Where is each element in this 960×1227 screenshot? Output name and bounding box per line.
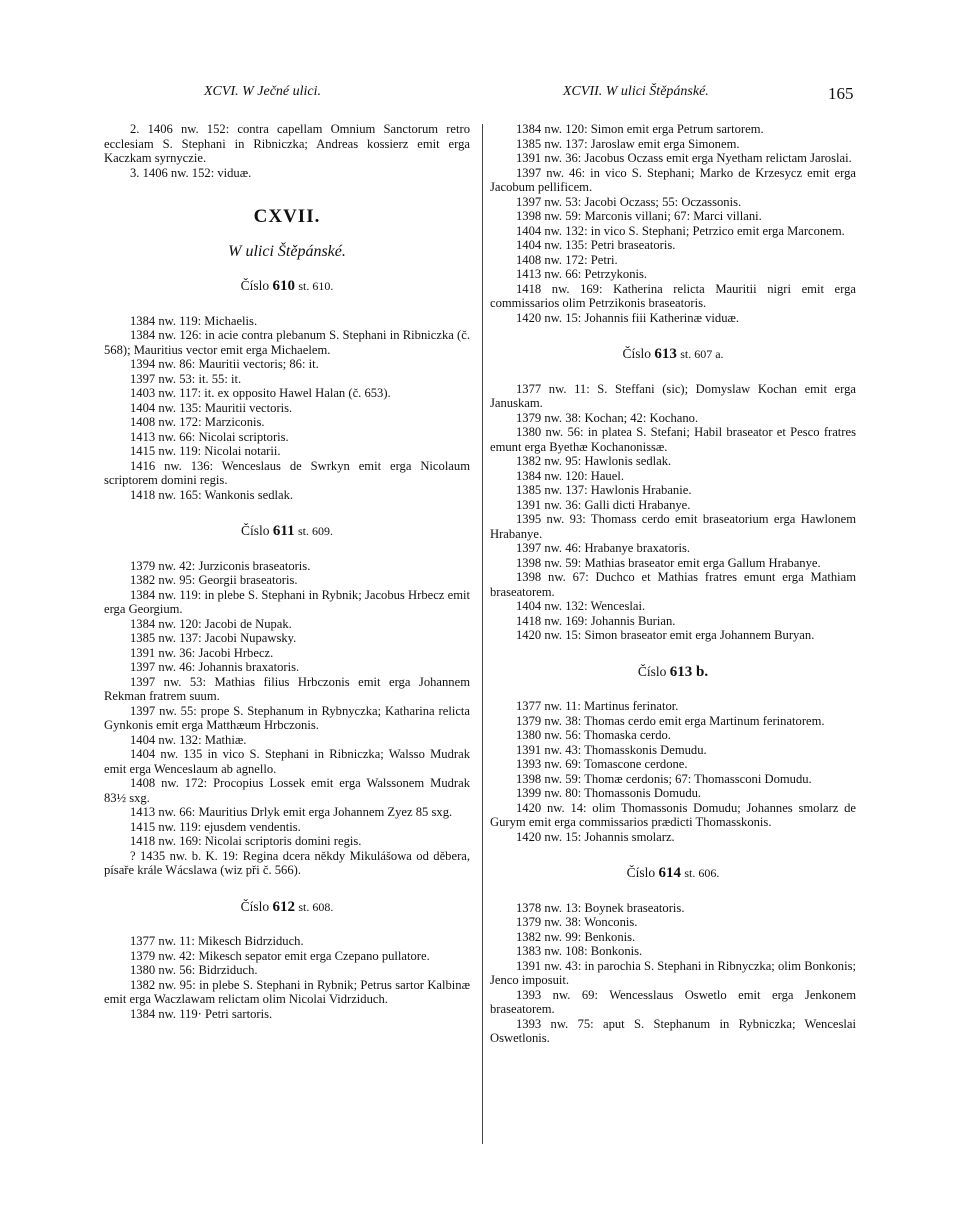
entry: 1397 nw. 53: Mathias filius Hrbczonis emit erga Johannem Rekman fratrem suum. [104, 674, 470, 703]
left-blocks [104, 279, 470, 1021]
right-blocks [490, 347, 856, 1046]
entry: 1418 nw. 169: Johannis Burian. [516, 613, 676, 628]
house-number-heading [490, 866, 856, 881]
house-number-heading [490, 347, 856, 362]
house-number: 610 [272, 278, 295, 294]
entry: 1420 nw. 15: Johannis smolarz. [516, 829, 675, 844]
entry: 1379 nw. 38: Thomas cerdo emit erga Martinum ferinatorem. [516, 713, 825, 728]
house-number-heading [104, 900, 470, 915]
entry: 1399 nw. 80: Thomassonis Domudu. [516, 786, 702, 800]
entry: 1418 nw. 169: Nicolai scriptoris domini regis. [130, 834, 362, 848]
entry: 1379 nw. 38: Kochan; 42: Kochano. [516, 410, 699, 425]
house-label: Číslo [240, 278, 270, 293]
continuation-entries [490, 122, 856, 325]
house-label: Číslo [637, 663, 667, 679]
entry: 1382 nw. 99: Benkonis. [516, 929, 636, 944]
entry: 1397 nw. 46: Johannis braxatoris. [130, 660, 300, 674]
entry: 1395 nw. 93: Thomass cerdo emit braseatorium erga Hawlonem Hrabanye. [490, 512, 856, 541]
entry: 1383 nw. 108: Bonkonis. [516, 944, 643, 958]
entry: ? 1435 nw. b. K. 19: Regina dcera někdy Mikulášowa od děbera, písaře krále Wácslawa (wiz při č. 566). [104, 848, 470, 877]
entry: 1391 nw. 36: Jacobi Hrbecz. [130, 645, 274, 660]
entry: 1397 nw. 46: Hrabanye braxatoris. [516, 541, 691, 555]
entry: 1382 nw. 95: Hawlonis sedlak. [516, 454, 672, 468]
entry: 1384 nw. 120: Jacobi de Nupak. [130, 616, 292, 631]
entry: 1382 nw. 95: in plebe S. Stephani in Rybnik; Petrus sartor Kalbinæ emit erga Waczlawam relictam olim Nicolai Vidrziduch. [104, 977, 470, 1006]
entry: 1397 nw. 55: prope S. Stephanum in Rybnyczka; Katharina relicta Gynkonis emit erga Matthæum Hrbczonis. [104, 703, 470, 732]
entry: 1385 nw. 137: Hawlonis Hrabanie. [516, 483, 692, 497]
intro-entries [104, 122, 470, 180]
entry: 1377 nw. 11: S. Steffani (sic); Domyslaw Kochan emit erga Januskam. [490, 381, 856, 410]
entry: 1416 nw. 136: Wenceslaus de Swrkyn emit erga Nicolaum scriptorem domini regis. [104, 458, 470, 487]
entry: 1413 nw. 66: Petrzykonis. [516, 267, 648, 281]
entry: 1384 nw. 119: Michaelis. [130, 313, 258, 328]
house-label: Číslo [626, 865, 656, 880]
house-number-heading [490, 665, 856, 680]
entry: 1378 nw. 13: Boynek braseatoris. [516, 900, 685, 915]
entry: 1391 nw. 43: Thomasskonis Demudu. [516, 742, 707, 757]
entry: 1415 nw. 119: Nicolai notarii. [130, 444, 281, 458]
entry: 1379 nw. 42: Mikesch sepator emit erga Czepano pullatore. [130, 948, 430, 963]
entry: 1380 nw. 56: Thomaska cerdo. [516, 728, 671, 742]
entry: 1404 nw. 132: in vico S. Stephani; Petrzico emit erga Marconem. [516, 223, 845, 238]
entry: 1404 nw. 132: Mathiæ. [130, 732, 247, 747]
old-number: st. 608. [298, 899, 334, 914]
entry: 1418 nw. 165: Wankonis sedlak. [130, 487, 294, 502]
section-number: CXVII. [253, 206, 321, 227]
entry: 1384 nw. 119: in plebe S. Stephani in Rybnik; Jacobus Hrbecz emit erga Georgium. [104, 587, 470, 616]
old-number: st. 607 a. [680, 347, 724, 361]
entry: 1382 nw. 95: Georgii braseatoris. [130, 573, 298, 587]
entry: 1404 nw. 135: Petri braseatoris. [516, 238, 676, 252]
column-divider [482, 124, 483, 1144]
entry: 1397 nw. 53: Jacobi Oczass; 55: Oczassonis. [516, 194, 742, 209]
entry: 1377 nw. 11: Martinus ferinator. [516, 699, 679, 713]
old-number: st. 610. [298, 279, 334, 293]
entry: 1385 nw. 137: Jacobi Nupawsky. [130, 631, 297, 645]
entry: 1420 nw. 14: olim Thomassonis Domudu; Johannes smolarz de Gurym emit erga commissarios prædicti Thomasskonis. [490, 800, 856, 829]
entry: 1404 nw. 135 in vico S. Stephani in Ribniczka; Walsso Mudrak emit erga Wenceslaum ab agnello. [104, 747, 470, 776]
entry: 1404 nw. 132: Wenceslai. [516, 599, 646, 613]
entry: 1384 nw. 120: Hauel. [516, 468, 624, 483]
entry: 1398 nw. 67: Duchco et Mathias fratres emunt erga Mathiam braseatorem. [490, 570, 856, 599]
entry: 1420 nw. 15: Simon braseator emit erga Johannem Buryan. [516, 628, 815, 642]
entry: 1393 nw. 69: Wencesslaus Oswetlo emit erga Jenkonem braseatorem. [490, 987, 856, 1016]
house-label: Číslo [622, 346, 651, 361]
house-number: 612 [272, 898, 295, 915]
entry: 1397 nw. 53: it. 55: it. [130, 371, 242, 386]
house-number: 613 [654, 346, 677, 362]
right-column [490, 122, 856, 1046]
entry: 1393 nw. 75: aput S. Stephanum in Rybniczka; Wenceslai Oswetlonis. [490, 1016, 856, 1045]
entry: 1394 nw. 86: Mauritii vectoris; 86: it. [130, 357, 319, 371]
entry: 1420 nw. 15: Johannis fiii Katherinæ viduæ. [516, 310, 740, 325]
entry: 2. 1406 nw. 152: contra capellam Omnium Sanctorum retro ecclesiam S. Stephani in Ribniczka; Andreas kossierz emit erga Kaczkam syrnyczie. [104, 122, 470, 165]
entry: 1377 nw. 11: Mikesch Bidrziduch. [130, 934, 304, 948]
entry: 1398 nw. 59: Thomæ cerdonis; 67: Thomassconi Domudu. [516, 771, 812, 786]
old-number: st. 609. [297, 524, 333, 538]
section-title: W ulici Štěpánské. [228, 242, 346, 260]
house-number: 613 b. [669, 663, 709, 680]
entry: 1398 nw. 59: Marconis villani; 67: Marci villani. [516, 209, 762, 223]
entry: 1385 nw. 137: Jaroslaw emit erga Simonem. [516, 136, 740, 151]
entry: 3. 1406 nw. 152: viduæ. [130, 165, 252, 180]
house-number: 614 [658, 865, 681, 881]
entry: 1391 nw. 36: Jacobus Oczass emit erga Nyetham relictam Jaroslai. [516, 151, 852, 165]
house-label: Číslo [241, 523, 270, 538]
entry: 1418 nw. 169: Katherina relicta Mauritii nigri emit erga commissarios olim Petrzikonis braseatoris. [490, 281, 856, 310]
entry: 1391 nw. 43: in parochia S. Stephani in Ribnyczka; olim Bonkonis; Jenco imposuit. [490, 958, 856, 987]
house-number-heading [104, 524, 470, 539]
entry: 1408 nw. 172: Marziconis. [130, 415, 265, 429]
entry: 1379 nw. 42: Jurziconis braseatoris. [130, 558, 311, 573]
page-number: 165 [828, 84, 854, 103]
entry: 1384 nw. 120: Simon emit erga Petrum sartorem. [516, 122, 764, 136]
left-column [104, 122, 470, 1021]
house-number: 611 [272, 523, 295, 539]
running-head-right: XCVII. W ulici Štěpánské. [563, 84, 709, 99]
entry: 1384 nw. 119· Petri sartoris. [130, 1006, 273, 1021]
entry: 1408 nw. 172: Procopius Lossek emit erga Walssonem Mudrak 83½ sxg. [104, 776, 470, 805]
entry: 1384 nw. 126: in acie contra plebanum S. Stephani in Ribniczka (č. 568); Mauritius vector emit erga Michaelem. [104, 328, 470, 357]
entry: 1413 nw. 66: Mauritius Drlyk emit erga Johannem Zyez 85 sxg. [130, 805, 453, 819]
entry: 1408 nw. 172: Petri. [516, 252, 618, 267]
entry: 1404 nw. 135: Mauritii vectoris. [130, 400, 293, 415]
old-number: st. 606. [684, 866, 720, 880]
entry: 1403 nw. 117: it. ex opposito Hawel Halan (č. 653). [130, 386, 391, 400]
entry: 1398 nw. 59: Mathias braseator emit erga Gallum Hrabanye. [516, 555, 821, 570]
entry: 1413 nw. 66: Nicolai scriptoris. [130, 429, 289, 444]
entry: 1379 nw. 38: Wonconis. [516, 915, 638, 929]
entry: 1393 nw. 69: Tomascone cerdone. [516, 757, 688, 771]
house-label: Číslo [240, 898, 270, 914]
entry: 1380 nw. 56: in platea S. Stefani; Habil braseator et Pesco fratres emunt erga Byethæ Kochanonissæ. [490, 425, 856, 454]
house-number-heading [104, 279, 470, 294]
entry: 1397 nw. 46: in vico S. Stephani; Marko de Krzesycz emit erga Jacobum pellificem. [490, 165, 856, 194]
running-head-left: XCVI. W Ječné ulici. [204, 84, 322, 99]
entry: 1415 nw. 119: ejusdem vendentis. [130, 819, 301, 834]
entry: 1380 nw. 56: Bidrziduch. [130, 963, 258, 977]
entry: 1391 nw. 36: Galli dicti Hrabanye. [516, 497, 691, 512]
